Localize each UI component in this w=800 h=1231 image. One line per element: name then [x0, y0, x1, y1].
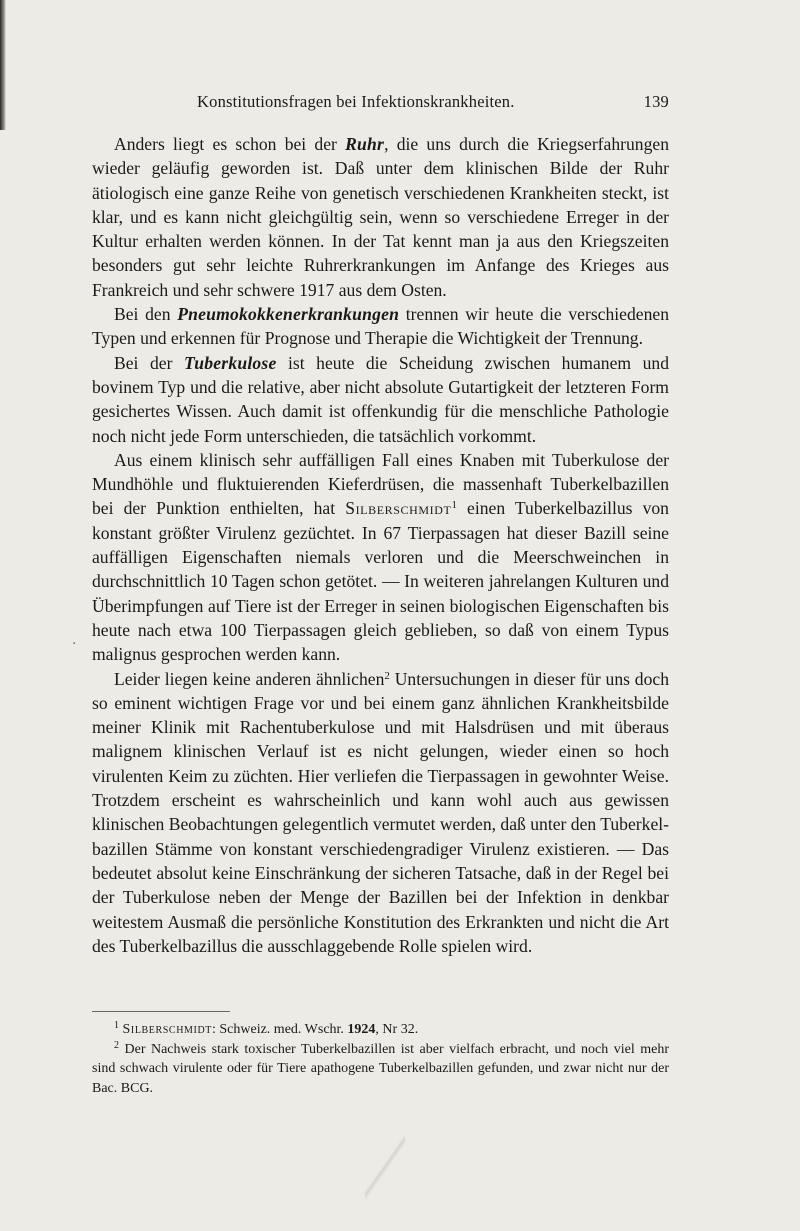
paragraph-pneumokokken: Bei den Pneumokokkenerkrankungen trennen wir heute die verschiedenen Typen und erkennen für Prognose und Therapie die Wichtigkeit der Trennung. [92, 304, 669, 349]
footnote-ref-1: 1 [451, 499, 457, 512]
page-number: 139 [643, 92, 669, 111]
paragraph-conclusion: Leider liegen keine anderen ähnlichen$^2$ Untersuchungen in dieser für uns doch so eminent wichtigen Frage vor und bei einem ganz ähnlichen Krankheitsbilde meiner Klinik mit Rachentuberkulose und mit Halsdrüsen und mit überaus malignem klinischen Verlauf ist es nicht gelungen, wieder einen so hoch virulenten Keim zu züchten. Hier verliefen die Tierpassagen in gewohnter Weise. Trotzdem erscheint es wahrscheinlich und kann wohl auch aus gewissen klinischen Beobachtungen gelegentlich vermutet werden, daß unter den Tuberkelbazillen Stämme von konstant verschiedengradiger Virulenz existieren. — Das bedeutet absolut keine Einschränkung der sicheren Tatsache, daß in der Regel bei der Tuberkulose neben der Menge der Bazillen bei der Infektion in denkbar weitestem Ausmaß die persönliche Konstitution des Erkrankten und nicht die Art des Tuberkelbazillus die ausschlaggebende Rolle spielen wird. [92, 668, 670, 956]
scan-artifact [365, 1120, 405, 1220]
footnote-1: $^1$ Silberschmidt: Schweiz. med. Wschr. 1924, Nr 32. [114, 1020, 419, 1037]
paragraph-ruhr: Anders liegt es schon bei der Ruhr, die uns durch die Kriegserfahrungen wieder geläufig geworden ist. Daß unter dem klinischen Bilde der Ruhr ätiologisch eine ganze Reihe von genetisch verschiedenen Krankheiten steckt, ist klar, und es kann nicht gleichgültig sein, wenn so verschiedene Erreger in der Kultur erhalten werden können. In der Tat kennt man ja aus den Kriegszeiten besonders gut sehr leichte Ruhrerkrankungen im Anfange des Krieges aus Frankreich und sehr schwere 1917 aus dem Osten. [92, 134, 669, 300]
body-text [92, 132, 669, 958]
footnote-ref-2: 2 [384, 669, 390, 682]
footnote-divider [92, 1011, 230, 1012]
term-tuberkulose: Tuberkulose [184, 352, 277, 373]
paragraph-tuberkulose: Bei der Tuberkulose ist heute die Scheidung zwischen humanem und bovinem Typ und die relative, aber nicht absolute Gutartigkeit der letzteren Form gesichertes Wissen. Auch damit ist offenkundig für die menschliche Pathologie noch nicht jede Form unterschieden, die tatsächlich vorkommt. [92, 352, 670, 446]
term-pneumokokken: Pneumokokkenerkrankungen [177, 304, 400, 325]
margin-mark: · [72, 636, 77, 652]
author-name: Silberschmidt [345, 498, 452, 519]
footnotes [92, 1020, 669, 1098]
page-edge-shadow [0, 0, 6, 130]
paragraph-case-report: Aus einem klinisch sehr auffälligen Fall eines Knaben mit Tuberkulose der Mundhöhle und fluktuierenden Kieferdrüsen, die massenhaft Tuberkelbazillen bei der Punktion enthielten, hat Silberschmidt$^1$ einen Tuberkelbazillus von konstant größter Virulenz gezüchtet. In 67 Tierpassagen hat dieser Bazill seine auffälligen Eigenschaften niemals verloren und die Meerschweinchen in durchschnittlich 10 Tagen schon getötet. — In weiteren jahrelangen Kulturen und Überimpfungen auf Tiere ist der Erreger in seinen biologischen Eigenschaften bis heute nach etwa 100 Tierpassagen gleich geblieben, so daß von einem Typus malignus gesprochen werden kann. [92, 449, 669, 665]
footnote-2: $^2$ Der Nachweis stark toxischer Tuberkelbazillen ist aber vielfach erbracht, und noch viel mehr sind schwach virulente oder für Tiere apathogene Tuberkelbazillen gefunden, und zwar nicht nur der Bac. BCG. [92, 1039, 669, 1096]
running-title: Konstitutionsfragen bei Infektionskrankheiten. [197, 92, 515, 111]
term-ruhr: Ruhr [345, 134, 385, 154]
running-head [92, 92, 669, 116]
